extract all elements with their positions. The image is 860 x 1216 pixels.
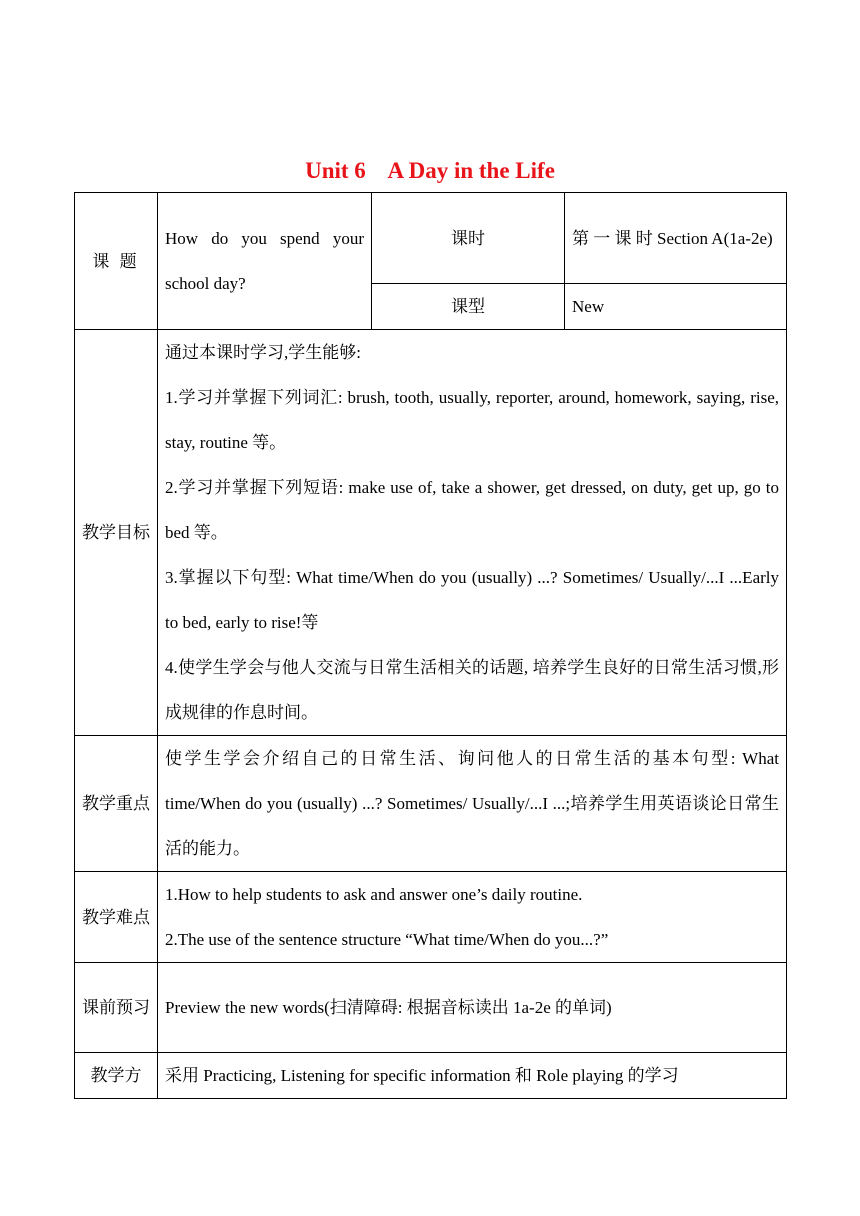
table-row	[75, 193, 787, 284]
difficulty-line: 2.The use of the sentence structure “What time/When do you...?”	[165, 930, 609, 949]
type-value: New	[572, 297, 605, 316]
key-points-label-cell	[75, 736, 158, 872]
period-value: 第 一 课 时 Section A(1a-2e)	[572, 228, 773, 248]
topic-cell	[158, 193, 372, 330]
difficulty-line: 1.How to help students to ask and answer one’s daily routine.	[165, 885, 583, 904]
preview-label-cell	[75, 963, 158, 1053]
difficulties-label-cell	[75, 872, 158, 963]
objectives-label-cell	[75, 330, 158, 736]
period-value-cell	[565, 193, 787, 284]
period-label: 课时	[451, 228, 485, 248]
table-row	[75, 736, 787, 872]
objective-line: 1.学习并掌握下列词汇: brush, tooth, usually, reporter, around, homework, saying, rise, stay, routine 等。	[165, 388, 779, 452]
lesson-plan-table	[74, 192, 787, 1099]
key-points-label: 教学重点	[82, 794, 150, 813]
difficulties-label: 教学难点	[82, 907, 150, 927]
difficulties-cell	[158, 872, 787, 963]
methods-cell	[158, 1053, 787, 1099]
preview-label: 课前预习	[82, 998, 150, 1017]
topic-label: 课 题	[92, 251, 140, 271]
methods-text: 采用 Practicing, Listening for specific information 和 Role playing 的学习	[165, 1066, 679, 1085]
objectives-label: 教学目标	[82, 523, 150, 542]
preview-cell	[158, 963, 787, 1053]
methods-label: 教学方	[90, 1066, 142, 1085]
topic-text: How do you spend your school day?	[165, 229, 364, 293]
type-label-cell	[372, 284, 565, 330]
objective-line: 通过本课时学习,学生能够:	[165, 343, 361, 362]
table-row	[75, 963, 787, 1053]
objective-line: 3.掌握以下句型: What time/When do you (usually) ...? Sometimes/ Usually/...I ...Early to bed, early to rise!等	[165, 568, 779, 632]
type-value-cell	[565, 284, 787, 330]
key-points-cell	[158, 736, 787, 872]
preview-text: Preview the new words(扫清障碍: 根据音标读出 1a-2e 的单词)	[165, 998, 612, 1017]
objective-line: 4.使学生学会与他人交流与日常生活相关的话题, 培养学生良好的日常生活习惯,形成规律的作息时间。	[165, 658, 779, 722]
table-row	[75, 872, 787, 963]
topic-label-cell	[75, 193, 158, 330]
type-label: 课型	[451, 297, 485, 316]
period-label-cell	[372, 193, 565, 284]
objective-line: 2.学习并掌握下列短语: make use of, take a shower, get dressed, on duty, get up, go to bed 等。	[165, 478, 779, 542]
page-title: Unit 6 A Day in the Life	[305, 158, 555, 183]
methods-label-cell	[75, 1053, 158, 1099]
table-row	[75, 1053, 787, 1099]
objectives-cell	[158, 330, 787, 736]
key-points-text: 使学生学会介绍自己的日常生活、询问他人的日常生活的基本句型: What time/When do you (usually) ...? Sometimes/ Usually/...I ...;培养学生用英语谈论日常生活的能力。	[165, 749, 779, 858]
table-row	[75, 330, 787, 736]
